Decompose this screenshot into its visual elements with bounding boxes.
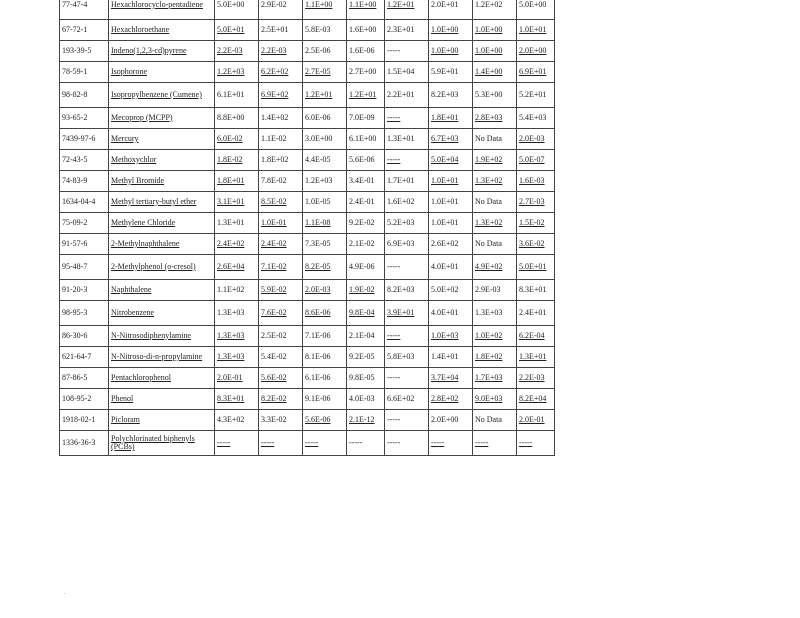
value-cell: 1.3E+03 — [215, 347, 259, 368]
value-cell: 8.3E+01 — [215, 389, 259, 410]
value-cell: No Data — [473, 192, 517, 213]
chemical-name-cell: Polychlorinated biphenyls (PCBs) — [109, 431, 215, 456]
value-cell: 3.9E+01 — [385, 301, 429, 326]
value-cell: 1.0E+00 — [429, 20, 473, 41]
chemical-name-cell: Nitrobenzene — [109, 301, 215, 326]
table-row — [60, 20, 555, 41]
value-cell: 5.6E-02 — [259, 368, 303, 389]
value-cell: 2.0E-01 — [517, 410, 555, 431]
value-cell: 1.0E-01 — [259, 213, 303, 234]
value-cell: 6.2E+02 — [259, 62, 303, 83]
value-cell: 5.8E-03 — [303, 20, 347, 41]
value-cell: 2.9E-02 — [259, 0, 303, 20]
value-cell: 6.9E+01 — [517, 62, 555, 83]
value-cell: 1.3E+03 — [473, 301, 517, 326]
table-row — [60, 234, 555, 255]
cas-number-cell: 108-95-2 — [60, 389, 109, 410]
value-cell: 3.3E-02 — [259, 410, 303, 431]
value-cell: 5.4E+03 — [517, 108, 555, 129]
value-cell: 1.8E-02 — [215, 150, 259, 171]
value-cell: 9.2E-05 — [347, 347, 385, 368]
value-cell: ----- — [385, 410, 429, 431]
value-cell: 5.6E-06 — [347, 150, 385, 171]
value-cell: 1.1E+00 — [303, 0, 347, 20]
value-cell: 4.0E-03 — [347, 389, 385, 410]
value-cell: ----- — [303, 431, 347, 456]
value-cell: No Data — [473, 410, 517, 431]
value-cell: 9.0E+03 — [473, 389, 517, 410]
chemical-name-cell: Isophorone — [109, 62, 215, 83]
value-cell: 5.2E+01 — [517, 83, 555, 108]
value-cell: 7.1E-02 — [259, 255, 303, 280]
chemical-name-cell: N-Nitrosodiphenylamine — [109, 326, 215, 347]
value-cell: 8.5E-02 — [259, 192, 303, 213]
value-cell: 6.1E+00 — [347, 129, 385, 150]
value-cell: 6.0E-02 — [215, 129, 259, 150]
value-cell: 8.6E-06 — [303, 301, 347, 326]
value-cell: 2.0E-03 — [303, 280, 347, 301]
chemical-name-cell: Hexachlorocyclo-pentadiene — [109, 0, 215, 20]
value-cell: 3.6E-02 — [517, 234, 555, 255]
chemical-name-cell: Naphthalene — [109, 280, 215, 301]
chemical-name-cell: 2-Methylphenol (o-cresol) — [109, 255, 215, 280]
value-cell: 2.5E+01 — [259, 20, 303, 41]
value-cell: ----- — [385, 41, 429, 62]
value-cell: 7.8E-02 — [259, 171, 303, 192]
value-cell: 1.3E+01 — [385, 129, 429, 150]
value-cell: 1.0E+01 — [429, 192, 473, 213]
value-cell: 7.3E-05 — [303, 234, 347, 255]
value-cell: 1.0E+01 — [429, 213, 473, 234]
value-cell: ----- — [385, 255, 429, 280]
value-cell: 5.3E+00 — [473, 83, 517, 108]
value-cell: 6.6E+02 — [385, 389, 429, 410]
value-cell: ----- — [385, 108, 429, 129]
value-cell: 8.1E-06 — [303, 347, 347, 368]
table-row — [60, 301, 555, 326]
value-cell: 1.0E+03 — [429, 326, 473, 347]
table-row — [60, 280, 555, 301]
chemical-name-cell: Hexachloroethane — [109, 20, 215, 41]
chemical-name-cell: N-Nitroso-di-n-propylamine — [109, 347, 215, 368]
chemical-name-cell: Mercury — [109, 129, 215, 150]
value-cell: 2.7E+00 — [347, 62, 385, 83]
chemical-name-cell: Pentachlorophenol — [109, 368, 215, 389]
value-cell: 1.2E+02 — [473, 0, 517, 20]
value-cell: 2.8E+02 — [429, 389, 473, 410]
value-cell: 1.5E+04 — [385, 62, 429, 83]
value-cell: 2.9E-03 — [473, 280, 517, 301]
value-cell: 5.0E-07 — [517, 150, 555, 171]
value-cell: 2.5E-06 — [303, 41, 347, 62]
value-cell: 5.0E+00 — [517, 0, 555, 20]
cas-number-cell: 1918-02-1 — [60, 410, 109, 431]
value-cell: 5.0E+01 — [517, 255, 555, 280]
value-cell: 4.4E-05 — [303, 150, 347, 171]
chemical-name-cell: Methyl tertiary-butyl ether — [109, 192, 215, 213]
value-cell: 3.4E-01 — [347, 171, 385, 192]
value-cell: 8.2E+04 — [517, 389, 555, 410]
chemical-name-cell: Methoxychlor — [109, 150, 215, 171]
value-cell: 5.4E-02 — [259, 347, 303, 368]
value-cell: ----- — [385, 150, 429, 171]
value-cell: ----- — [259, 431, 303, 456]
value-cell: 1.4E+00 — [473, 62, 517, 83]
value-cell: 1.3E+01 — [215, 213, 259, 234]
value-cell: 1.6E-03 — [517, 171, 555, 192]
value-cell: 2.2E+01 — [385, 83, 429, 108]
value-cell: 2.4E-01 — [347, 192, 385, 213]
value-cell: 2.6E+04 — [215, 255, 259, 280]
value-cell: 2.4E-02 — [259, 234, 303, 255]
value-cell: 6.1E-06 — [303, 368, 347, 389]
value-cell: 1.3E+02 — [473, 213, 517, 234]
value-cell: ----- — [429, 431, 473, 456]
table-row — [60, 171, 555, 192]
chemical-name-cell: Methylene Chloride — [109, 213, 215, 234]
chemical-name-cell: Indeno(1,2,3-cd)pyrene — [109, 41, 215, 62]
table-row — [60, 150, 555, 171]
value-cell: 6.2E-04 — [517, 326, 555, 347]
chemical-name-cell: Isopropylbenzene (Cumene) — [109, 83, 215, 108]
value-cell: ----- — [385, 326, 429, 347]
table-row — [60, 431, 555, 456]
cas-number-cell: 1336-36-3 — [60, 431, 109, 456]
value-cell: 1.6E+02 — [385, 192, 429, 213]
value-cell: 5.0E+00 — [215, 0, 259, 20]
value-cell: 2.7E-03 — [517, 192, 555, 213]
cas-number-cell: 95-48-7 — [60, 255, 109, 280]
value-cell: 1.0E-05 — [303, 192, 347, 213]
cas-number-cell: 72-43-5 — [60, 150, 109, 171]
table-row — [60, 62, 555, 83]
value-cell: 4.9E-06 — [347, 255, 385, 280]
value-cell: 1.3E+01 — [517, 347, 555, 368]
value-cell: 2.0E+00 — [429, 410, 473, 431]
value-cell: 1.7E+01 — [385, 171, 429, 192]
chemical-name-cell: Methyl Bromide — [109, 171, 215, 192]
value-cell: ----- — [215, 431, 259, 456]
value-cell: No Data — [473, 129, 517, 150]
cas-number-cell: 7439-97-6 — [60, 129, 109, 150]
table-body — [60, 0, 555, 456]
value-cell: 5.0E+01 — [215, 20, 259, 41]
value-cell: 8.2E-02 — [259, 389, 303, 410]
value-cell: 1.5E-02 — [517, 213, 555, 234]
table-row — [60, 410, 555, 431]
cas-number-cell: 78-59-1 — [60, 62, 109, 83]
value-cell: 6.9E+02 — [259, 83, 303, 108]
value-cell: 2.6E+02 — [429, 234, 473, 255]
cas-number-cell: 91-57-6 — [60, 234, 109, 255]
table-row — [60, 326, 555, 347]
value-cell: 2.1E-04 — [347, 326, 385, 347]
value-cell: 3.1E+01 — [215, 192, 259, 213]
table-row — [60, 192, 555, 213]
cas-number-cell: 98-95-3 — [60, 301, 109, 326]
value-cell: 1.1E+00 — [347, 0, 385, 20]
table-row — [60, 83, 555, 108]
value-cell: ----- — [517, 431, 555, 456]
cas-number-cell: 67-72-1 — [60, 20, 109, 41]
value-cell: 1.2E+03 — [215, 62, 259, 83]
cas-number-cell: 87-86-5 — [60, 368, 109, 389]
value-cell: 1.3E+03 — [215, 326, 259, 347]
value-cell: 8.2E-05 — [303, 255, 347, 280]
value-cell: ----- — [385, 368, 429, 389]
value-cell: 1.9E+02 — [473, 150, 517, 171]
table-row — [60, 347, 555, 368]
value-cell: ----- — [385, 431, 429, 456]
value-cell: 8.8E+00 — [215, 108, 259, 129]
value-cell: 1.4E+02 — [259, 108, 303, 129]
cas-number-cell: 86-30-6 — [60, 326, 109, 347]
value-cell: 2.4E+02 — [215, 234, 259, 255]
value-cell: 1.0E+02 — [473, 326, 517, 347]
value-cell: ----- — [347, 431, 385, 456]
value-cell: 5.6E-06 — [303, 410, 347, 431]
value-cell: 1.2E+01 — [385, 0, 429, 20]
cas-number-cell: 93-65-2 — [60, 108, 109, 129]
cas-number-cell: 98-82-8 — [60, 83, 109, 108]
table-row — [60, 41, 555, 62]
value-cell: 9.8E-04 — [347, 301, 385, 326]
value-cell: 2.0E+01 — [429, 0, 473, 20]
chemical-name-cell: Picloram — [109, 410, 215, 431]
value-cell: 1.1E+02 — [215, 280, 259, 301]
value-cell: 7.6E-02 — [259, 301, 303, 326]
value-cell: 4.0E+01 — [429, 255, 473, 280]
value-cell: 1.8E+02 — [473, 347, 517, 368]
value-cell: 1.6E+00 — [347, 20, 385, 41]
value-cell: 7.0E-09 — [347, 108, 385, 129]
value-cell: 2.4E+01 — [517, 301, 555, 326]
cas-number-cell: 91-20-3 — [60, 280, 109, 301]
value-cell: 1.7E+03 — [473, 368, 517, 389]
value-cell: 2.1E-12 — [347, 410, 385, 431]
value-cell: 5.2E+03 — [385, 213, 429, 234]
value-cell: 2.3E+01 — [385, 20, 429, 41]
cas-number-cell: 74-83-9 — [60, 171, 109, 192]
value-cell: 3.0E+00 — [303, 129, 347, 150]
cas-number-cell: 1634-04-4 — [60, 192, 109, 213]
value-cell: 6.9E+03 — [385, 234, 429, 255]
page-mark: . — [64, 590, 66, 596]
table-row — [60, 108, 555, 129]
value-cell: 1.4E+01 — [429, 347, 473, 368]
value-cell: 1.0E+01 — [517, 20, 555, 41]
value-cell: 2.0E-01 — [215, 368, 259, 389]
value-cell: 6.0E-06 — [303, 108, 347, 129]
chemical-name-cell: Mecoprop (MCPP) — [109, 108, 215, 129]
value-cell: 1.8E+01 — [215, 171, 259, 192]
table-row — [60, 368, 555, 389]
cas-number-cell: 75-09-2 — [60, 213, 109, 234]
value-cell: 2.0E+00 — [517, 41, 555, 62]
value-cell: 5.0E+02 — [429, 280, 473, 301]
value-cell: 2.7E-05 — [303, 62, 347, 83]
value-cell: 1.8E+02 — [259, 150, 303, 171]
value-cell: 6.1E+01 — [215, 83, 259, 108]
cas-number-cell: 77-47-4 — [60, 0, 109, 20]
table-row — [60, 389, 555, 410]
chemical-name-cell: Phenol — [109, 389, 215, 410]
data-table — [59, 0, 555, 456]
value-cell: 1.3E+03 — [215, 301, 259, 326]
value-cell: 1.2E+03 — [303, 171, 347, 192]
value-cell: 1.0E+00 — [473, 41, 517, 62]
value-cell: 4.9E+02 — [473, 255, 517, 280]
chemical-name-cell: 2-Methylnaphthalene — [109, 234, 215, 255]
value-cell: 9.8E-05 — [347, 368, 385, 389]
value-cell: 5.9E+01 — [429, 62, 473, 83]
value-cell: 1.6E-06 — [347, 41, 385, 62]
value-cell: No Data — [473, 234, 517, 255]
value-cell: 2.5E-02 — [259, 326, 303, 347]
value-cell: 1.8E+01 — [429, 108, 473, 129]
value-cell: 1.0E+01 — [429, 171, 473, 192]
value-cell: 1.3E+02 — [473, 171, 517, 192]
cas-number-cell: 193-39-5 — [60, 41, 109, 62]
value-cell: 8.2E+03 — [385, 280, 429, 301]
value-cell: 9.2E-02 — [347, 213, 385, 234]
value-cell: 5.0E+04 — [429, 150, 473, 171]
value-cell: 2.2E-03 — [259, 41, 303, 62]
value-cell: 1.0E+00 — [473, 20, 517, 41]
value-cell: 1.1E-02 — [259, 129, 303, 150]
value-cell: 1.1E-08 — [303, 213, 347, 234]
value-cell: 9.1E-06 — [303, 389, 347, 410]
cas-number-cell: 621-64-7 — [60, 347, 109, 368]
value-cell: 1.9E-02 — [347, 280, 385, 301]
value-cell: 7.1E-06 — [303, 326, 347, 347]
value-cell: ----- — [473, 431, 517, 456]
value-cell: 1.2E+01 — [347, 83, 385, 108]
value-cell: 1.2E+01 — [303, 83, 347, 108]
value-cell: 2.8E+03 — [473, 108, 517, 129]
value-cell: 5.9E-02 — [259, 280, 303, 301]
value-cell: 8.2E+03 — [429, 83, 473, 108]
value-cell: 3.7E+04 — [429, 368, 473, 389]
value-cell: 2.1E-02 — [347, 234, 385, 255]
table-row — [60, 129, 555, 150]
value-cell: 2.2E-03 — [517, 368, 555, 389]
value-cell: 4.0E+01 — [429, 301, 473, 326]
table-row — [60, 255, 555, 280]
value-cell: 8.3E+01 — [517, 280, 555, 301]
value-cell: 2.2E-03 — [215, 41, 259, 62]
value-cell: 5.8E+03 — [385, 347, 429, 368]
table-row — [60, 213, 555, 234]
table-row — [60, 0, 555, 20]
value-cell: 6.7E+03 — [429, 129, 473, 150]
value-cell: 2.0E-03 — [517, 129, 555, 150]
value-cell: 1.0E+00 — [429, 41, 473, 62]
value-cell: 4.3E+02 — [215, 410, 259, 431]
